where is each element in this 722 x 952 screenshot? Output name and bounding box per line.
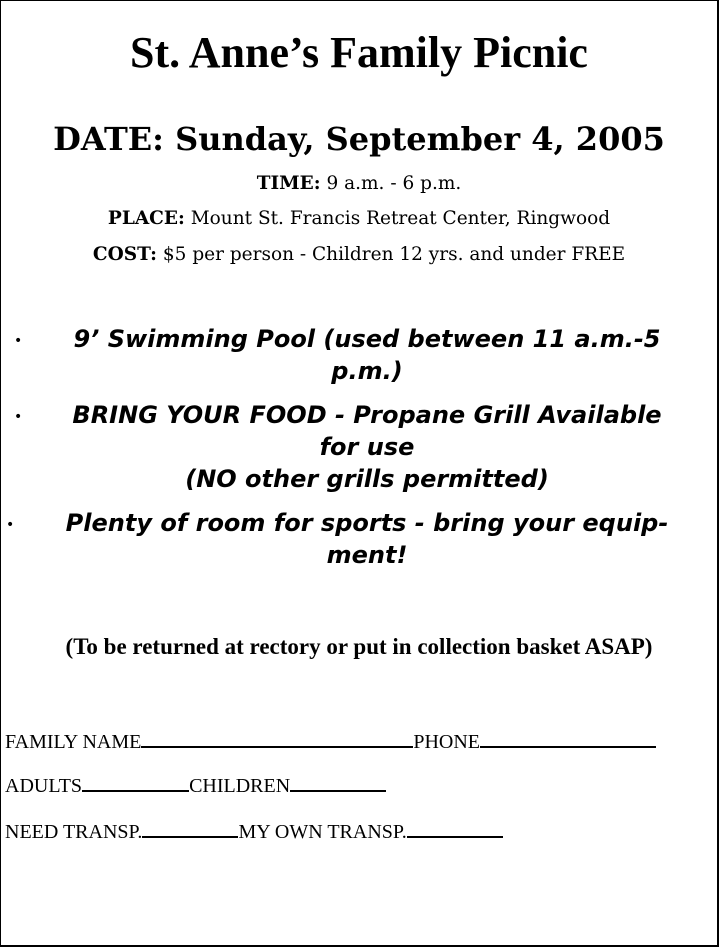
phone-label: PHONE — [413, 731, 480, 753]
place-value: Mount St. Francis Retreat Center, Ringwood — [184, 208, 611, 229]
bullet-dot-icon: • — [14, 409, 23, 425]
time-value: 9 a.m. - 6 p.m. — [320, 173, 462, 194]
own-transp-field[interactable] — [407, 818, 503, 838]
bullet-line: BRING YOUR FOOD - Propane Grill Available — [72, 401, 662, 429]
bullet-line: 9’ Swimming Pool (used between 11 a.m.-5 — [73, 325, 661, 353]
bullet-line: for use — [319, 433, 415, 461]
need-transp-label: NEED TRANSP. — [5, 821, 143, 843]
flyer-title: St. Anne’s Family Picnic — [130, 28, 588, 77]
event-cost — [1, 242, 717, 268]
own-transp-label: MY OWN TRANSP. — [238, 821, 407, 843]
form-row-transport — [5, 818, 503, 845]
bullet-line: (NO other grills permitted) — [185, 465, 549, 493]
phone-field[interactable] — [480, 728, 656, 748]
time-label: TIME: — [256, 173, 321, 194]
bullet-text — [31, 323, 703, 387]
bullet-text — [31, 507, 703, 571]
family-name-label: FAMILY NAME — [5, 731, 142, 753]
family-name-field[interactable] — [141, 728, 413, 748]
return-instructions: (To be returned at rectory or put in collection basket ASAP) — [65, 634, 653, 659]
bullet-line: Plenty of room for sports - bring your equip- — [65, 509, 669, 537]
cost-value: $5 per person - Children 12 yrs. and under FREE — [157, 244, 626, 265]
bullet-text — [31, 399, 703, 495]
bullet-dot-icon: • — [6, 517, 15, 533]
need-transp-field[interactable] — [142, 818, 238, 838]
event-date: DATE: Sunday, September 4, 2005 — [53, 120, 665, 158]
bullet-line: p.m.) — [331, 357, 403, 385]
cost-label: COST: — [92, 244, 158, 265]
bullet-dot-icon: • — [14, 333, 23, 349]
adults-field[interactable] — [82, 772, 189, 792]
adults-label: ADULTS — [5, 775, 83, 797]
children-label: CHILDREN — [189, 775, 291, 797]
bullet-line: ment! — [326, 541, 408, 569]
place-label: PLACE: — [107, 208, 185, 229]
event-place — [1, 206, 717, 232]
form-row-family — [5, 728, 656, 755]
children-field[interactable] — [290, 772, 386, 792]
form-row-attendees — [5, 772, 386, 799]
event-time — [1, 171, 717, 197]
